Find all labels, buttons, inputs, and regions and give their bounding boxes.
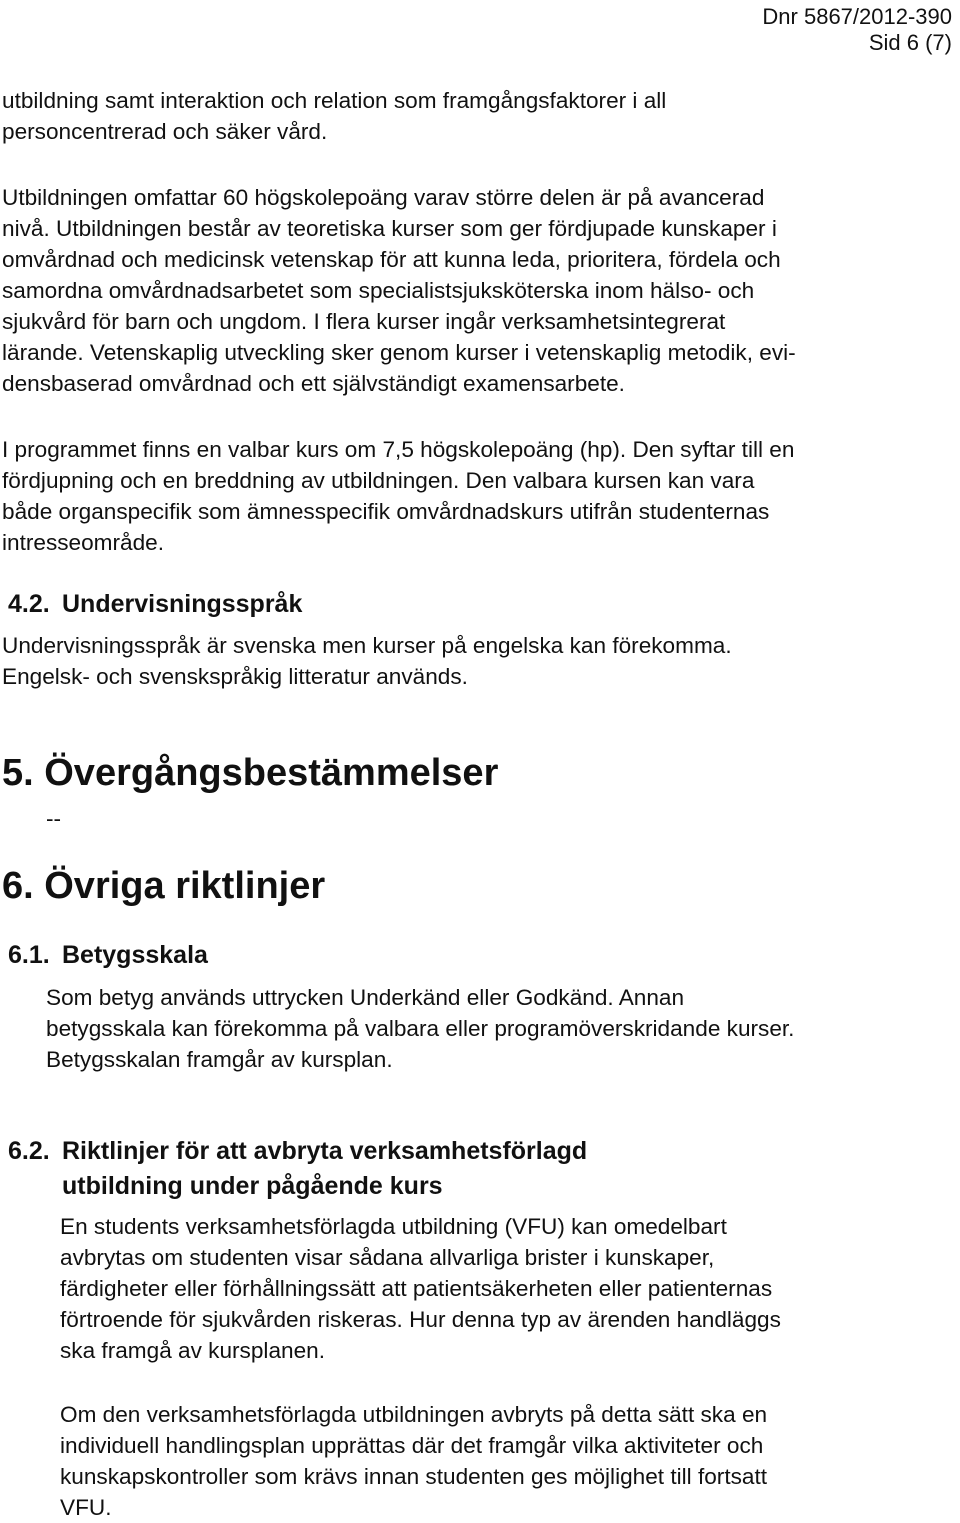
- page-number: Sid 6 (7): [868, 30, 952, 55]
- text-line: utbildning samt interaktion och relation som framgångsfaktorer i all: [2, 88, 667, 113]
- paragraph-education-scope: [2, 182, 958, 399]
- section-title-vfu-guidelines-line-2: utbildning under pågående kurs: [62, 1172, 443, 1200]
- text-line: ska framgå av kursplanen.: [60, 1338, 325, 1363]
- text-line: En students verksamhetsförlagda utbildning (VFU) kan omedelbart: [60, 1214, 727, 1239]
- text-line: Som betyg används uttrycken Underkänd eller Godkänd. Annan: [46, 985, 685, 1010]
- section-number-4-2: 4.2.: [8, 590, 50, 618]
- section-body-transitional-provisions: --: [46, 806, 62, 831]
- paragraph-teaching-language: [2, 630, 958, 692]
- section-number-6-2: 6.2.: [8, 1137, 50, 1165]
- text-line: förtroende för sjukvården riskeras. Hur denna typ av ärenden handläggs: [60, 1307, 781, 1332]
- text-line: fördjupning och en breddning av utbildningen. Den valbara kursen kan vara: [2, 468, 755, 493]
- text-line: intresseområde.: [2, 530, 164, 555]
- text-line: Utbildningen omfattar 60 högskolepoäng varav större delen är på avancerad: [2, 185, 765, 210]
- section-title-teaching-language: Undervisningsspråk: [62, 590, 303, 618]
- section-title-transitional-provisions: 5. Övergångsbestämmelser: [2, 752, 499, 794]
- text-line: nivå. Utbildningen består av teoretiska kurser som ger fördjupade kunskaper i: [2, 216, 777, 241]
- text-line: lärande. Vetenskaplig utveckling sker genom kurser i vetenskaplig metodik, evi-: [2, 340, 796, 365]
- section-title-grading-scale: Betygsskala: [62, 941, 208, 969]
- text-line: samordna omvårdnadsarbetet som specialistsjuksköterska inom hälso- och: [2, 278, 755, 303]
- text-line: personcentrerad och säker vård.: [2, 119, 328, 144]
- paragraph-elective-course: [2, 434, 958, 558]
- paragraph-grading-scale: [46, 982, 956, 1075]
- text-line: både organspecifik som ämnesspecifik omvårdnadskurs utifrån studenternas: [2, 499, 770, 524]
- section-title-other-guidelines: 6. Övriga riktlinjer: [2, 865, 326, 907]
- text-line: individuell handlingsplan upprättas där det framgår vilka aktiviteter och: [60, 1433, 764, 1458]
- section-title-vfu-guidelines-line-1: Riktlinjer för att avbryta verksamhetsförlagd: [62, 1137, 588, 1165]
- text-line: I programmet finns en valbar kurs om 7,5 högskolepoäng (hp). Den syftar till en: [2, 437, 795, 462]
- text-line: sjukvård för barn och ungdom. I flera kurser ingår verksamhetsintegrerat: [2, 309, 726, 334]
- paragraph-action-plan: [60, 1399, 956, 1523]
- paragraph-vfu-termination: [60, 1211, 956, 1366]
- section-number-6-1: 6.1.: [8, 941, 50, 969]
- document-reference: Dnr 5867/2012-390: [762, 4, 952, 29]
- text-line: VFU.: [60, 1495, 112, 1520]
- text-line: betygsskala kan förekomma på valbara eller programöverskridande kurser.: [46, 1016, 795, 1041]
- text-line: Undervisningsspråk är svenska men kurser på engelska kan förekomma.: [2, 633, 732, 658]
- text-line: avbrytas om studenten visar sådana allvarliga brister i kunskaper,: [60, 1245, 715, 1270]
- text-line: kunskapskontroller som krävs innan studenten ges möjlighet till fortsatt: [60, 1464, 768, 1489]
- paragraph-intro-continuation: [2, 85, 958, 147]
- text-line: Om den verksamhetsförlagda utbildningen avbryts på detta sätt ska en: [60, 1402, 768, 1427]
- text-line: Engelsk- och svenskspråkig litteratur används.: [2, 664, 468, 689]
- text-line: omvårdnad och medicinsk vetenskap för att kunna leda, prioritera, fördela och: [2, 247, 781, 272]
- text-line: densbaserad omvårdnad och ett självständigt examensarbete.: [2, 371, 625, 396]
- text-line: Betygsskalan framgår av kursplan.: [46, 1047, 393, 1072]
- text-line: färdigheter eller förhållningssätt att patientsäkerheten eller patienternas: [60, 1276, 773, 1301]
